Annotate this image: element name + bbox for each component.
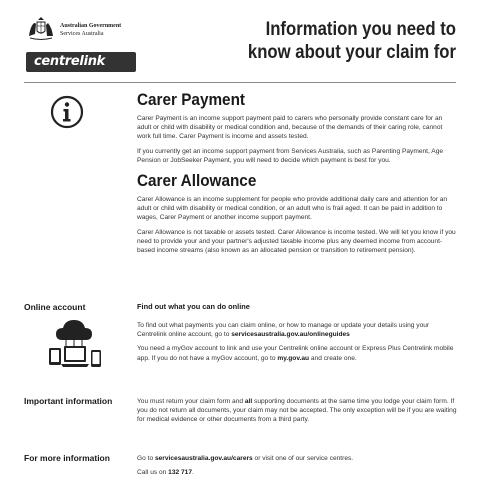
carer-allowance-title: Carer Allowance [137, 171, 257, 191]
online-p2-end: and create one. [309, 354, 357, 362]
phone-number[interactable]: 132 717 [168, 469, 192, 477]
important-information-heading: Important information [24, 396, 113, 406]
important-information-text [137, 397, 457, 425]
more-information-heading: For more information [24, 453, 110, 463]
important-information-section [137, 397, 457, 430]
carer-payment-title: Carer Payment [137, 90, 246, 109]
call-us-suffix: . [192, 469, 194, 477]
more-info-prefix: Go to [137, 455, 155, 462]
online-guides-link[interactable]: servicesaustralia.gov.au/onlineguides [231, 331, 350, 339]
carer-payment-note: If you currently get an income support payment from Services Australia, such as Parenting Payment, Age Pension or JobSeeker Payment, you will need to decide which payment is best for you. [137, 147, 444, 164]
centrelink-brand: centrelink [26, 52, 136, 72]
online-account-p2 [137, 344, 457, 362]
important-text-before: You must return your claim form and [137, 398, 245, 405]
coat-of-arms-icon [26, 16, 56, 42]
call-us-prefix: Call us on [137, 469, 169, 477]
online-account-heading: Online account [24, 302, 86, 312]
more-info-line-2 [137, 468, 457, 477]
important-emphasis: all [244, 398, 253, 405]
important-text-after: supporting documents at the same time you lodge your claim form. If you do not return all documents, your claim may not be accepted. The only exception will be if you are waiting for medical evidence or other documents from a third party. [137, 398, 457, 424]
carers-link[interactable]: servicesaustralia.gov.au/carers [154, 455, 253, 462]
info-circle-icon [50, 95, 84, 129]
mygov-link[interactable]: my.gov.au [277, 354, 310, 362]
gov-line-1: Australian Government [60, 23, 122, 29]
more-information-section [137, 454, 457, 480]
online-p2-text: You need a myGov account to link and use your Centrelink online account or Express Plus Centrelink mobile app. If you do not have a myGov account, go to [137, 345, 454, 362]
header-divider [24, 82, 456, 83]
more-info-suffix: or visit one of our service centres. [252, 455, 354, 462]
government-name [60, 22, 121, 38]
gov-line-2: Services Australia [60, 31, 104, 37]
carer-payment-description: Carer Payment is an income support payment paid to carers who personally provide constant care for an adult or child with disability or medical condition and, because of the demands of their caring role, cannot work full time. Carer Payment is income and assets tested. [137, 115, 443, 141]
cloud-devices-icon [46, 318, 106, 370]
more-info-line-1 [137, 454, 457, 463]
main-content [137, 90, 457, 260]
page-header [0, 0, 480, 82]
carer-allowance-description: Carer Allowance is an income supplement for people who provide additional daily care and attention for an adult or child with disability or medical condition, or an adult who is frail aged. It can be paid in addition to wages, Carer Payment or another income support payment. [137, 196, 448, 222]
online-account-section [137, 302, 457, 368]
online-account-subheading: Find out what you can do online [137, 302, 250, 311]
page-title: Information you need to know about your claim for [247, 19, 456, 63]
carer-allowance-note: Carer Allowance is not taxable or assets tested. Carer Allowance is income tested. We will let you know if you need to provide your and your partner's adjusted taxable income plus any deemed income from account-based income streams (also known as an allocated pension or transition to retirement pension). [137, 228, 456, 255]
online-account-p1 [137, 321, 457, 339]
online-p1-text: To find out what payments you can claim online, or how to manage or update your details using your Centrelink online account, go to [137, 322, 430, 339]
